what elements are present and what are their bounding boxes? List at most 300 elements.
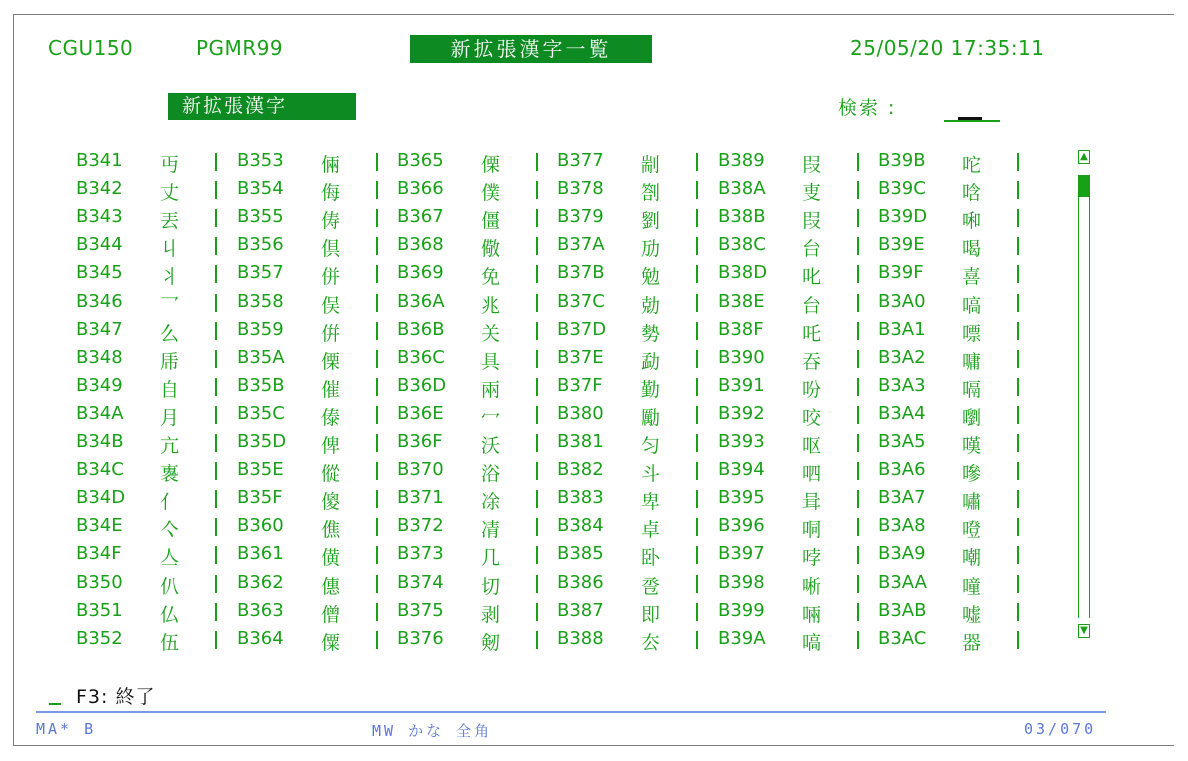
- column-separator: [215, 546, 217, 564]
- column-separator: [215, 181, 217, 199]
- kanji-code: B356: [237, 234, 284, 255]
- kanji-char: 丏: [160, 154, 180, 176]
- search-label: 検索 :: [838, 97, 897, 119]
- kanji-char: 劉: [641, 210, 661, 232]
- column-separator: [536, 378, 538, 396]
- kanji-char: 吩: [802, 379, 822, 401]
- kanji-code: B3A9: [878, 543, 926, 564]
- kanji-char: 唽: [802, 576, 822, 598]
- kanji-code: B365: [397, 150, 444, 171]
- kanji-code: B358: [237, 291, 284, 312]
- kanji-code: B360: [237, 515, 284, 536]
- column-separator: [376, 153, 378, 171]
- column-separator: [376, 631, 378, 649]
- column-separator: [696, 237, 698, 255]
- kanji-char: 兩: [481, 379, 501, 401]
- column-separator: [215, 294, 217, 312]
- column-separator: [857, 518, 859, 536]
- kanji-code: B350: [76, 572, 123, 593]
- kanji-code: B34F: [76, 543, 122, 564]
- column-separator: [696, 434, 698, 452]
- column-separator: [215, 209, 217, 227]
- kanji-char: 台: [802, 238, 822, 260]
- kanji-code: B392: [718, 403, 765, 424]
- column-separator: [376, 490, 378, 508]
- column-separator: [215, 153, 217, 171]
- kanji-code: B373: [397, 543, 444, 564]
- kanji-char: 伍: [160, 632, 180, 654]
- kanji-char: 僵: [481, 210, 501, 232]
- column-separator: [376, 546, 378, 564]
- column-separator: [215, 322, 217, 340]
- column-separator: [696, 546, 698, 564]
- kanji-code: B3A3: [878, 375, 926, 396]
- kanji-code: B35B: [237, 375, 285, 396]
- page-title: 新拡張漢字一覧: [410, 35, 652, 63]
- kanji-code: B36F: [397, 431, 443, 452]
- kanji-code: B35F: [237, 487, 283, 508]
- column-separator: [536, 434, 538, 452]
- column-separator: [536, 462, 538, 480]
- kanji-code: B394: [718, 459, 765, 480]
- kanji-char: 斗: [641, 463, 661, 485]
- kanji-char: 叚: [802, 210, 822, 232]
- kanji-char: 傈: [321, 351, 341, 373]
- column-separator: [1017, 406, 1019, 424]
- kanji-char: 倂: [321, 323, 341, 345]
- kanji-char: 嗝: [962, 379, 982, 401]
- kanji-code: B3AB: [878, 600, 927, 621]
- kanji-char: 器: [962, 632, 982, 654]
- f3-exit-key[interactable]: F3: 終了: [76, 686, 156, 708]
- kanji-code: B3AC: [878, 628, 927, 649]
- kanji-code: B38E: [718, 291, 765, 312]
- column-separator: [376, 322, 378, 340]
- kanji-char: 仈: [160, 576, 180, 598]
- kanji-char: 嘃: [962, 351, 982, 373]
- kanji-char: 呕: [802, 435, 822, 457]
- kanji-code: B395: [718, 487, 765, 508]
- kanji-code: B35C: [237, 403, 285, 424]
- kanji-code: B370: [397, 459, 444, 480]
- kanji-code: B381: [557, 431, 604, 452]
- column-separator: [215, 237, 217, 255]
- kanji-code: B363: [237, 600, 284, 621]
- kanji-char: 嗃: [802, 632, 822, 654]
- kanji-code: B369: [397, 262, 444, 283]
- column-separator: [857, 434, 859, 452]
- column-separator: [536, 518, 538, 536]
- column-separator: [376, 237, 378, 255]
- column-separator: [1017, 209, 1019, 227]
- column-separator: [857, 546, 859, 564]
- kanji-code: B385: [557, 543, 604, 564]
- column-separator: [536, 181, 538, 199]
- kanji-char: 僙: [321, 547, 341, 569]
- kanji-code: B36D: [397, 375, 447, 396]
- column-separator: [376, 181, 378, 199]
- arrow-up-icon: ▲: [1080, 151, 1088, 162]
- kanji-code: B367: [397, 206, 444, 227]
- kanji-code: B386: [557, 572, 604, 593]
- kanji-code: B366: [397, 178, 444, 199]
- kanji-char: 俦: [321, 210, 341, 232]
- column-separator: [536, 546, 538, 564]
- kanji-char: 凊: [481, 519, 501, 541]
- kanji-code: B387: [557, 600, 604, 621]
- column-separator: [857, 265, 859, 283]
- kanji-char: 沃: [481, 435, 501, 457]
- kanji-code: B377: [557, 150, 604, 171]
- column-separator: [696, 322, 698, 340]
- kanji-code: B389: [718, 150, 765, 171]
- arrow-down-icon: ▼: [1080, 625, 1088, 636]
- column-separator: [376, 209, 378, 227]
- column-separator: [696, 603, 698, 621]
- column-separator: [1017, 603, 1019, 621]
- kanji-code: B379: [557, 206, 604, 227]
- kanji-char: 僳: [321, 632, 341, 654]
- column-separator: [696, 350, 698, 368]
- column-separator: [696, 575, 698, 593]
- kanji-code: B35D: [237, 431, 287, 452]
- kanji-char: 叓: [802, 182, 822, 204]
- kanji-char: 嘯: [962, 491, 982, 513]
- kanji-code: B37C: [557, 291, 605, 312]
- kanji-code: B3A7: [878, 487, 926, 508]
- kanji-code: B383: [557, 487, 604, 508]
- kanji-char: 哱: [802, 547, 822, 569]
- column-separator: [215, 490, 217, 508]
- column-separator: [376, 434, 378, 452]
- kanji-code: B38A: [718, 178, 766, 199]
- column-separator: [1017, 546, 1019, 564]
- kanji-char: 僬: [321, 519, 341, 541]
- column-separator: [536, 490, 538, 508]
- kanji-char: 傈: [481, 154, 501, 176]
- column-separator: [536, 603, 538, 621]
- kanji-char: 丩: [160, 238, 180, 260]
- kanji-char: 咬: [802, 407, 822, 429]
- kanji-code: B37A: [557, 234, 605, 255]
- kanji-code: B36C: [397, 347, 445, 368]
- kanji-char: 卺: [641, 576, 661, 598]
- column-separator: [376, 350, 378, 368]
- kanji-code: B35A: [237, 347, 285, 368]
- kanji-char: 噇: [962, 576, 982, 598]
- kanji-char: 僡: [321, 576, 341, 598]
- column-separator: [857, 575, 859, 593]
- column-separator: [1017, 490, 1019, 508]
- kanji-code: B39A: [718, 628, 766, 649]
- command-cursor: [49, 703, 61, 705]
- kanji-char: 乛: [160, 295, 180, 317]
- kanji-code: B36A: [397, 291, 445, 312]
- kanji-char: 仏: [160, 604, 180, 626]
- kanji-char: 咜: [962, 154, 982, 176]
- kanji-char: 剱: [481, 632, 501, 654]
- column-separator: [1017, 265, 1019, 283]
- column-separator: [376, 294, 378, 312]
- column-separator: [857, 406, 859, 424]
- kanji-char: 卧: [641, 547, 661, 569]
- column-separator: [215, 350, 217, 368]
- kanji-char: 劢: [641, 238, 661, 260]
- kanji-char: 兆: [481, 295, 501, 317]
- kanji-char: 勀: [641, 295, 661, 317]
- kanji-code: B351: [76, 600, 123, 621]
- program-name: PGMR99: [196, 36, 284, 60]
- kanji-char: 吞: [802, 351, 822, 373]
- status-mode: MA* B: [36, 720, 97, 738]
- column-separator: [536, 153, 538, 171]
- kanji-char: 嘘: [962, 604, 982, 626]
- column-separator: [1017, 294, 1019, 312]
- kanji-char: 冖: [481, 407, 501, 429]
- kanji-char: 傱: [321, 463, 341, 485]
- kanji-code: B3AA: [878, 572, 927, 593]
- column-separator: [696, 406, 698, 424]
- kanji-code: B372: [397, 515, 444, 536]
- column-separator: [1017, 631, 1019, 649]
- kanji-code: B371: [397, 487, 444, 508]
- kanji-char: 啢: [802, 604, 822, 626]
- kanji-char: 哃: [802, 519, 822, 541]
- kanji-code: B376: [397, 628, 444, 649]
- kanji-code: B3A5: [878, 431, 926, 452]
- kanji-char: 俾: [321, 435, 341, 457]
- kanji-char: 丟: [160, 210, 180, 232]
- kanji-code: B396: [718, 515, 765, 536]
- kanji-char: 傣: [321, 407, 341, 429]
- kanji-char: 嘲: [962, 547, 982, 569]
- kanji-code: B346: [76, 291, 123, 312]
- kanji-code: B39C: [878, 178, 926, 199]
- kanji-char: 吒: [802, 323, 822, 345]
- kanji-char: 嘆: [962, 435, 982, 457]
- kanji-char: 切: [481, 576, 501, 598]
- screen-id: CGU150: [48, 36, 134, 60]
- column-separator: [376, 378, 378, 396]
- kanji-char: 咠: [802, 491, 822, 513]
- kanji-char: 免: [481, 266, 501, 288]
- column-separator: [857, 631, 859, 649]
- kanji-char: 呬: [802, 463, 822, 485]
- kanji-code: B38D: [718, 262, 768, 283]
- kanji-code: B3A2: [878, 347, 926, 368]
- column-separator: [857, 378, 859, 396]
- kanji-char: 僧: [321, 604, 341, 626]
- column-separator: [536, 406, 538, 424]
- kanji-code: B3A1: [878, 319, 926, 340]
- kanji-code: B36E: [397, 403, 444, 424]
- column-separator: [1017, 462, 1019, 480]
- kanji-char: 嘇: [962, 463, 982, 485]
- kanji-code: B390: [718, 347, 765, 368]
- kanji-char: 丈: [160, 182, 180, 204]
- kanji-code: B388: [557, 628, 604, 649]
- kanji-char: 剥: [481, 604, 501, 626]
- kanji-code: B35E: [237, 459, 284, 480]
- column-separator: [376, 603, 378, 621]
- column-separator: [215, 434, 217, 452]
- kanji-char: 喝: [962, 238, 982, 260]
- status-divider: [36, 711, 1106, 713]
- kanji-code: B380: [557, 403, 604, 424]
- kanji-char: 勵: [641, 407, 661, 429]
- kanji-code: B374: [397, 572, 444, 593]
- kanji-code: B34D: [76, 487, 126, 508]
- column-separator: [376, 265, 378, 283]
- kanji-char: 嗃: [962, 295, 982, 317]
- kanji-code: B359: [237, 319, 284, 340]
- input-cursor: [958, 117, 982, 120]
- kanji-char: 僕: [481, 182, 501, 204]
- column-separator: [536, 322, 538, 340]
- column-separator: [696, 181, 698, 199]
- column-separator: [696, 294, 698, 312]
- column-separator: [857, 350, 859, 368]
- kanji-code: B34E: [76, 515, 123, 536]
- kanji-code: B348: [76, 347, 123, 368]
- kanji-code: B349: [76, 375, 123, 396]
- status-position: 03/070: [1024, 720, 1097, 738]
- kanji-code: B3A4: [878, 403, 926, 424]
- kanji-char: 匀: [641, 435, 661, 457]
- kanji-code: B352: [76, 628, 123, 649]
- column-separator: [857, 153, 859, 171]
- column-separator: [536, 575, 538, 593]
- column-separator: [696, 631, 698, 649]
- kanji-code: B347: [76, 319, 123, 340]
- kanji-char: 么: [160, 323, 180, 345]
- scroll-down-button[interactable]: [1078, 624, 1090, 638]
- column-separator: [1017, 153, 1019, 171]
- kanji-char: 关: [481, 323, 501, 345]
- kanji-code: B393: [718, 431, 765, 452]
- column-separator: [857, 322, 859, 340]
- kanji-code: B39D: [878, 206, 928, 227]
- column-separator: [376, 406, 378, 424]
- kanji-code: B397: [718, 543, 765, 564]
- kanji-code: B399: [718, 600, 765, 621]
- kanji-code: B37D: [557, 319, 607, 340]
- kanji-char: 即: [641, 604, 661, 626]
- status-input-mode: MW かな 全角: [372, 722, 493, 740]
- kanji-char: 剬: [641, 154, 661, 176]
- kanji-char: 卓: [641, 519, 661, 541]
- kanji-code: B361: [237, 543, 284, 564]
- kanji-char: 具: [481, 351, 501, 373]
- column-separator: [215, 518, 217, 536]
- column-separator: [857, 237, 859, 255]
- kanji-code: B391: [718, 375, 765, 396]
- column-separator: [857, 181, 859, 199]
- column-separator: [215, 378, 217, 396]
- kanji-code: B364: [237, 628, 284, 649]
- column-separator: [536, 294, 538, 312]
- kanji-char: 自: [160, 379, 180, 401]
- kanji-char: 勐: [641, 351, 661, 373]
- column-separator: [1017, 434, 1019, 452]
- kanji-code: B355: [237, 206, 284, 227]
- kanji-code: B39B: [878, 150, 926, 171]
- kanji-char: 卑: [641, 491, 661, 513]
- section-label: 新拡張漢字: [168, 93, 356, 120]
- kanji-code: B36B: [397, 319, 445, 340]
- kanji-char: 嘌: [962, 323, 982, 345]
- column-separator: [696, 153, 698, 171]
- column-separator: [536, 350, 538, 368]
- kanji-code: B38F: [718, 319, 764, 340]
- column-separator: [857, 294, 859, 312]
- kanji-char: 亻: [160, 491, 180, 513]
- column-separator: [376, 518, 378, 536]
- kanji-code: B384: [557, 515, 604, 536]
- kanji-char: 啝: [962, 210, 982, 232]
- column-separator: [1017, 322, 1019, 340]
- column-separator: [215, 406, 217, 424]
- kanji-code: B3A6: [878, 459, 926, 480]
- kanji-code: B343: [76, 206, 123, 227]
- kanji-char: 傻: [321, 491, 341, 513]
- column-separator: [536, 237, 538, 255]
- kanji-code: B341: [76, 150, 123, 171]
- kanji-code: B342: [76, 178, 123, 199]
- kanji-code: B39E: [878, 234, 925, 255]
- scrollbar-thumb[interactable]: [1078, 175, 1090, 197]
- column-separator: [696, 462, 698, 480]
- kanji-char: 劄: [641, 182, 661, 204]
- kanji-code: B344: [76, 234, 123, 255]
- kanji-code: B362: [237, 572, 284, 593]
- kanji-char: 併: [321, 266, 341, 288]
- kanji-char: 乕: [160, 351, 180, 373]
- kanji-char: 凃: [481, 491, 501, 513]
- column-separator: [857, 603, 859, 621]
- kanji-char: 催: [321, 379, 341, 401]
- kanji-code: B39F: [878, 262, 924, 283]
- column-separator: [696, 209, 698, 227]
- column-separator: [1017, 518, 1019, 536]
- kanji-code: B398: [718, 572, 765, 593]
- column-separator: [536, 265, 538, 283]
- column-separator: [696, 378, 698, 396]
- column-separator: [215, 603, 217, 621]
- kanji-code: B38C: [718, 234, 766, 255]
- kanji-code: B34B: [76, 431, 124, 452]
- datetime: 25/05/20 17:35:11: [850, 36, 1045, 60]
- kanji-char: 亢: [160, 435, 180, 457]
- scroll-up-button[interactable]: [1078, 150, 1090, 164]
- kanji-char: 台: [802, 295, 822, 317]
- column-separator: [215, 575, 217, 593]
- scrollbar-track[interactable]: [1078, 178, 1090, 618]
- column-separator: [696, 518, 698, 536]
- column-separator: [215, 462, 217, 480]
- kanji-char: 嚠: [962, 407, 982, 429]
- kanji-code: B357: [237, 262, 284, 283]
- kanji-char: 厺: [641, 632, 661, 654]
- kanji-code: B34C: [76, 459, 124, 480]
- kanji-code: B382: [557, 459, 604, 480]
- kanji-char: 浴: [481, 463, 501, 485]
- kanji-code: B354: [237, 178, 284, 199]
- column-separator: [215, 631, 217, 649]
- kanji-char: 褢: [160, 463, 180, 485]
- column-separator: [376, 575, 378, 593]
- column-separator: [1017, 237, 1019, 255]
